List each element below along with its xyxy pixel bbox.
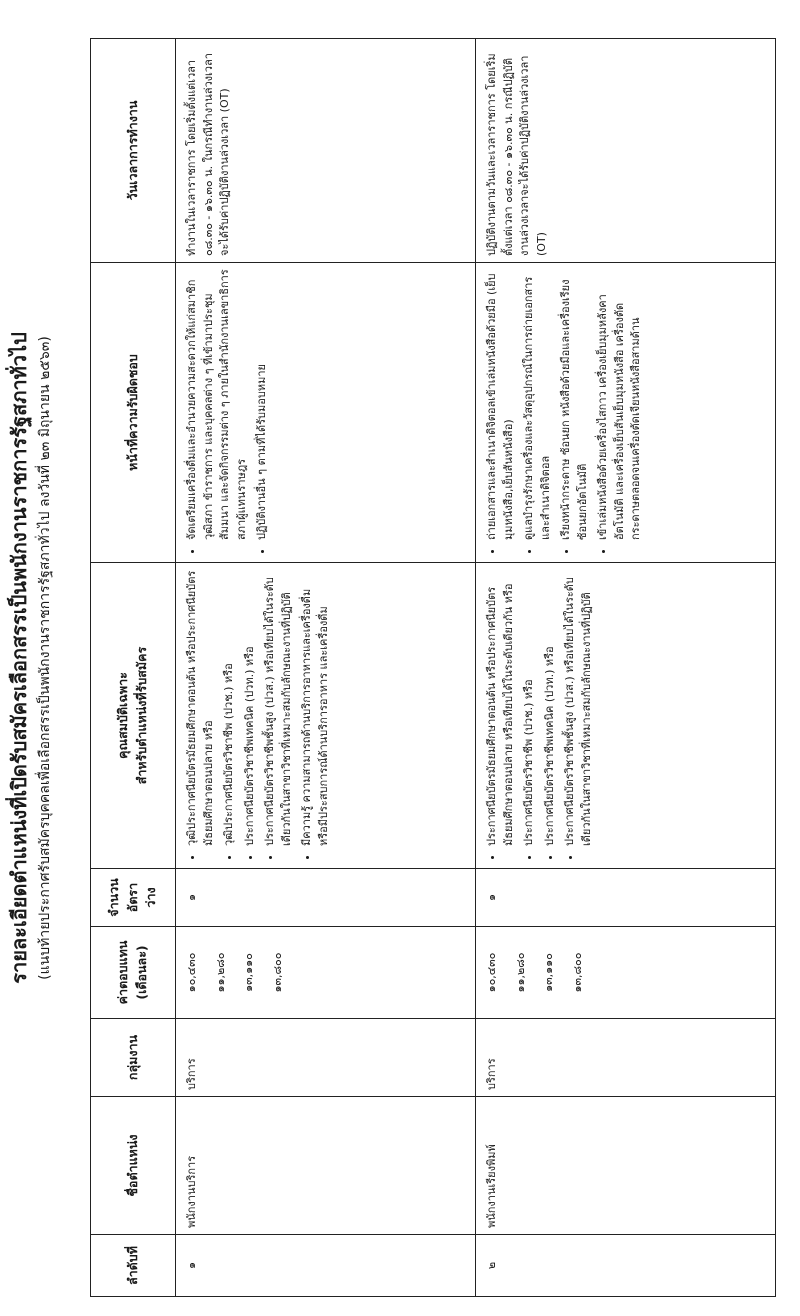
row-group: บริการ [476, 1019, 776, 1097]
header-wage-line2: (เดือนละ) [134, 945, 149, 1000]
wage-value: ๑๑,๒๘๐ [213, 952, 227, 993]
qualification-item: • ประกาศนียบัตรมัธยมศึกษาตอนต้น หรือประกาศนียบัตรมัธยมศึกษาตอนปลาย หรือเทียบได้ในระดับเดียวกัน หรือ [484, 569, 517, 846]
positions-table [90, 38, 776, 1297]
qualification-item: • ประกาศนียบัตรวิชาชีพชั้นสูง (ปวส.) หรือเทียบได้ในระดับเดียวกันในสาขาวิชาที่เหมาะสมกับลักษณะงานที่ปฏิบัติ [262, 569, 295, 846]
table-row [176, 39, 476, 1297]
header-vacancy [91, 869, 176, 927]
wage-value: ๑๐,๔๓๐ [185, 952, 198, 993]
wage-value: ๑๑,๒๘๐ [513, 952, 527, 993]
row-vacancy: ๑ [476, 869, 776, 927]
qualification-item: • ประกาศนียบัตรวิชาชีพเทคนิค (ปวท.) หรือ [542, 569, 559, 846]
row-position: พนักงานเรียงพิมพ์ [476, 1097, 776, 1235]
header-hours: วันเวลาการทำงาน [91, 39, 176, 263]
header-qual-line1: คุณสมบัติเฉพาะ [115, 672, 131, 759]
duty-item: • จัดเตรียมเครื่องดื่มและอำนวยความสะดวกให้แก่สมาชิกวุฒิสภา ข้าราชการ และบุคคลต่าง ๆ ที่เข้ามาประชุม สัมมนา และจัดกิจกรรมต่าง ๆ ภายในสำนักงานเลขาธิการสภาผู้แทนราษฎร [184, 269, 250, 540]
wage-value: ๑๓,๑๑๐ [542, 953, 555, 992]
table-row [476, 39, 776, 1297]
qualification-item: • ประกาศนียบัตรวิชาชีพเทคนิค (ปวท.) หรือ [242, 569, 259, 846]
qualification-item: • มีความรู้ ความสามารถด้านบริการอาหารและเครื่องดื่ม หรือมีประสบการณ์ด้านบริการอาหาร และเครื่องดื่ม [299, 569, 332, 846]
header-duties: หน้าที่ความรับผิดชอบ [91, 263, 176, 563]
wage-value: ๑๓,๘๐๐ [270, 952, 284, 993]
duty-item: • ถ่ายเอกสารและสำเนาดิจิตอลเข้าเล่มหนังสือด้วยมือ (เย็บมุมหนังสือ,เย็บสันหนังสือ) [484, 269, 517, 540]
row-position: พนักงานบริการ [176, 1097, 476, 1235]
row-group: บริการ [176, 1019, 476, 1097]
document-title: รายละเอียดตำแหน่งที่เปิดรับสมัครเลือกสรรเป็นพนักงานราชการรัฐสภาทั่วไป [7, 332, 31, 984]
header-qual-line2: สำหรับตำแหน่งที่รับสมัคร [134, 646, 149, 785]
header-vacancy-line2: อัตรา [124, 882, 140, 913]
row-wages [476, 927, 776, 1019]
row-no: ๑ [176, 1235, 476, 1297]
header-vacancy-line1: จำนวน [105, 878, 121, 917]
header-no: ลำดับที่ [91, 1235, 176, 1297]
header-vacancy-line3: ว่าง [143, 887, 159, 908]
document-subtitle: (แนบท้ายประกาศรับสมัครบุคคลเพื่อเลือกสรรเป็นพนักงานราชการรัฐสภาทั่วไป ลงวันที่ ๒๓ มิถุนายน ๒๕๖๓) [37, 336, 53, 980]
table-header-row [91, 39, 176, 1297]
qualification-item: • ประกาศนียบัตรวิชาชีพชั้นสูง (ปวส.) หรือเทียบได้ในระดับเดียวกันในสาขาวิชาที่เหมาะสมกับลักษณะงานที่ปฏิบัติ [562, 569, 595, 846]
row-hours: ปฏิบัติงานตามวันและเวลาราชการ โดยเริ่มตั้งแต่เวลา ๐๘.๓๐ - ๑๖.๓๐ น. กรณีปฏิบัติงานล่วงเวลาจะได้รับค่าปฏิบัติงานล่วงเวลา (OT) [476, 39, 776, 263]
wage-value: ๑๓,๑๑๐ [242, 953, 255, 992]
duty-item: • เข้าเล่มหนังสือด้วยเครื่องไสกาว เครื่องเย็บมุมหลังคาอัตโนมัติ และเครื่องเย็บสันเย็บมุมหนังสือ เครื่องตัดกระดาษตลอดจนเครื่องตัดเจียนหนังสือสามด้าน [595, 269, 645, 540]
row-vacancy: ๑ [176, 869, 476, 927]
row-duties [476, 263, 776, 563]
duty-item: • ดูแลบำรุงรักษาเครื่องและวัสดุอุปกรณ์ในการถ่ายเอกสารและสำเนาดิจิตอล [521, 269, 554, 540]
row-wages [176, 927, 476, 1019]
header-group: กลุ่มงาน [91, 1019, 176, 1097]
qualification-item: • วุฒิประกาศนียบัตรวิชาชีพ (ปวช.) หรือ [221, 569, 238, 846]
row-duties [176, 263, 476, 563]
wage-value: ๑๐,๔๓๐ [485, 952, 498, 993]
header-position: ชื่อตำแหน่ง [91, 1097, 176, 1235]
qualification-item: • ประกาศนียบัตรวิชาชีพ (ปวช.) หรือ [521, 569, 538, 846]
row-qualifications [176, 563, 476, 869]
row-qualifications [476, 563, 776, 869]
row-no: ๒ [476, 1235, 776, 1297]
wage-value: ๑๓,๘๐๐ [570, 952, 584, 993]
header-wage [91, 927, 176, 1019]
duty-item: • เรียงหน้ากระดาษ ซ้อนยก หนังสือด้วยมือและเครื่องเรียงซ้อนยกอัตโนมัติ [558, 269, 591, 540]
row-hours: ทำงานในเวลาราชการ โดยเริ่มตั้งแต่เวลา ๐๘.๓๐ - ๑๖.๓๐ น. ในกรณีทำงานล่วงเวลา จะได้รับค่าปฏิบัติงานล่วงเวลา (OT) [176, 39, 476, 263]
duty-item: • ปฏิบัติงานอื่น ๆ ตามที่ได้รับมอบหมาย [254, 269, 271, 540]
header-qualifications [91, 563, 176, 869]
qualification-item: • วุฒิประกาศนียบัตรมัธยมศึกษาตอนต้น หรือประกาศนียบัตรมัธยมศึกษาตอนปลาย หรือ [184, 569, 217, 846]
header-wage-line1: ค่าตอบแทน [115, 940, 131, 1005]
